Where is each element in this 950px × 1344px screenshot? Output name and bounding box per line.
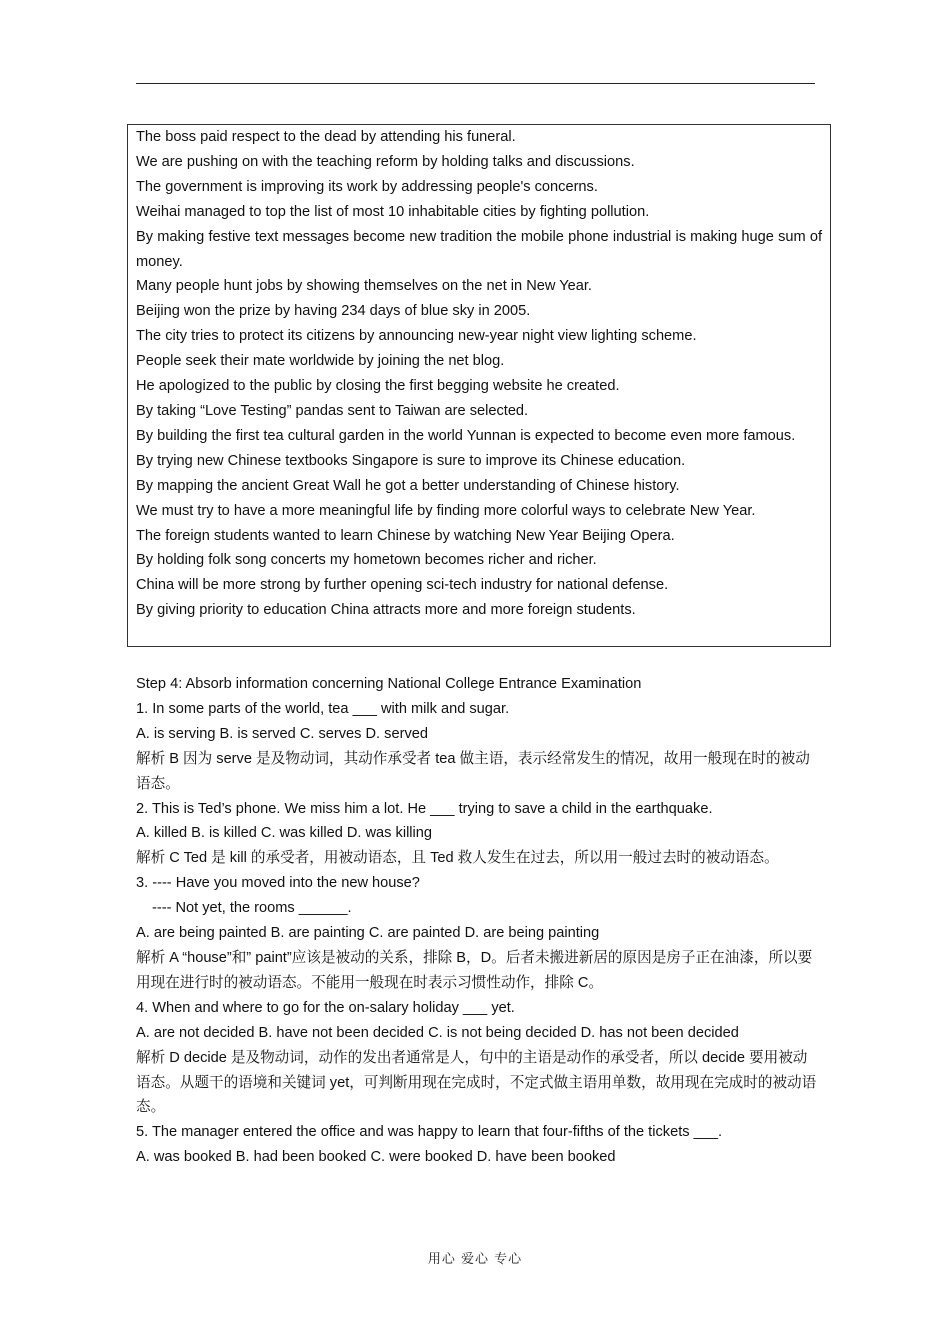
sentence: We are pushing on with the teaching reform by holding talks and discussions. <box>136 153 635 170</box>
sentence: By trying new Chinese textbooks Singapore is sure to improve its Chinese education. <box>136 452 686 469</box>
sentence: People seek their mate worldwide by joining the net blog. <box>136 353 505 370</box>
question-2: 2. This is Ted’s phone. We miss him a lot. He ___ trying to save a child in the earthquake. <box>136 800 713 817</box>
question-2-options: A. killed B. is killed C. was killed D. was killing <box>136 825 433 842</box>
sentence: By building the first tea cultural garden in the world Yunnan is expected to become even more famous. <box>136 427 796 444</box>
sentence: By giving priority to education China attracts more and more foreign students. <box>136 602 636 619</box>
question-5: 5. The manager entered the office and was happy to learn that four-fifths of the tickets ___. <box>136 1124 723 1141</box>
step4-section <box>136 672 820 1170</box>
sentence: Weihai managed to top the list of most 10 inhabitable cities by fighting pollution. <box>136 203 650 220</box>
sentence: China will be more strong by further opening sci-tech industry for national defense. <box>136 577 669 594</box>
question-4-analysis: 解析 D decide 是及物动词，动作的发出者通常是人，句中的主语是动作的承受者，所以 decide 要用被动语态。从题干的语境和关键词 yet，可判断用现在完成时，不定式做主语用单数，故用现在完成时的被动语态。 <box>136 1049 817 1116</box>
question-3-analysis: 解析 A “house”和” paint”应该是被动的关系，排除 B，D。后者未搬进新居的原因是房子正在油漆，所以要用现在进行时的被动语态。不能用一般现在时表示习惯性动作，排除 C。 <box>136 949 813 991</box>
question-3: 3. ---- Have you moved into the new house? <box>136 875 420 892</box>
sentence: We must try to have a more meaningful life by finding more colorful ways to celebrate New Year. <box>136 502 756 519</box>
sentence: He apologized to the public by closing the first begging website he created. <box>136 378 620 395</box>
question-2-analysis: 解析 C Ted 是 kill 的承受者，用被动语态，且 Ted 救人发生在过去，所以用一般过去时的被动语态。 <box>136 850 779 867</box>
question-4: 4. When and where to go for the on-salary holiday ___ yet. <box>136 999 515 1016</box>
question-4-options: A. are not decided B. have not been decided C. is not being decided D. has not been decided <box>136 1024 739 1041</box>
header-rule <box>136 83 815 84</box>
sentence: The foreign students wanted to learn Chinese by watching New Year Beijing Opera. <box>136 527 675 544</box>
example-sentences-list <box>136 125 822 623</box>
sentence: By mapping the ancient Great Wall he got a better understanding of Chinese history. <box>136 477 680 494</box>
sentence: The boss paid respect to the dead by attending his funeral. <box>136 129 516 145</box>
sentence: By holding folk song concerts my hometown becomes richer and richer. <box>136 552 597 569</box>
sentence: The city tries to protect its citizens by announcing new-year night view lighting scheme. <box>136 328 697 345</box>
sentence: Many people hunt jobs by showing themselves on the net in New Year. <box>136 278 592 295</box>
sentence: Beijing won the prize by having 234 days of blue sky in 2005. <box>136 303 531 320</box>
sentence: By taking “Love Testing” pandas sent to Taiwan are selected. <box>136 402 529 419</box>
question-3-options: A. are being painted B. are painting C. are painted D. are being painting <box>136 925 600 942</box>
question-3-reply: ---- Not yet, the rooms ______. <box>152 900 352 917</box>
question-1-analysis: 解析 B 因为 serve 是及物动词，其动作承受者 tea 做主语，表示经常发生的情况，故用一般现在时的被动语态。 <box>136 750 810 792</box>
sentence: By making festive text messages become new tradition the mobile phone industrial is making huge sum of money. <box>136 228 822 270</box>
question-1-options: A. is serving B. is served C. serves D. served <box>136 725 428 742</box>
page-footer: 用心 爱心 专心 <box>427 1252 523 1267</box>
question-1: 1. In some parts of the world, tea ___ with milk and sugar. <box>136 700 510 717</box>
step4-heading: Step 4: Absorb information concerning National College Entrance Examination <box>136 676 642 692</box>
question-5-options: A. was booked B. had been booked C. were booked D. have been booked <box>136 1149 616 1166</box>
sentence: The government is improving its work by addressing people's concerns. <box>136 178 598 195</box>
example-sentences-box <box>127 124 831 647</box>
